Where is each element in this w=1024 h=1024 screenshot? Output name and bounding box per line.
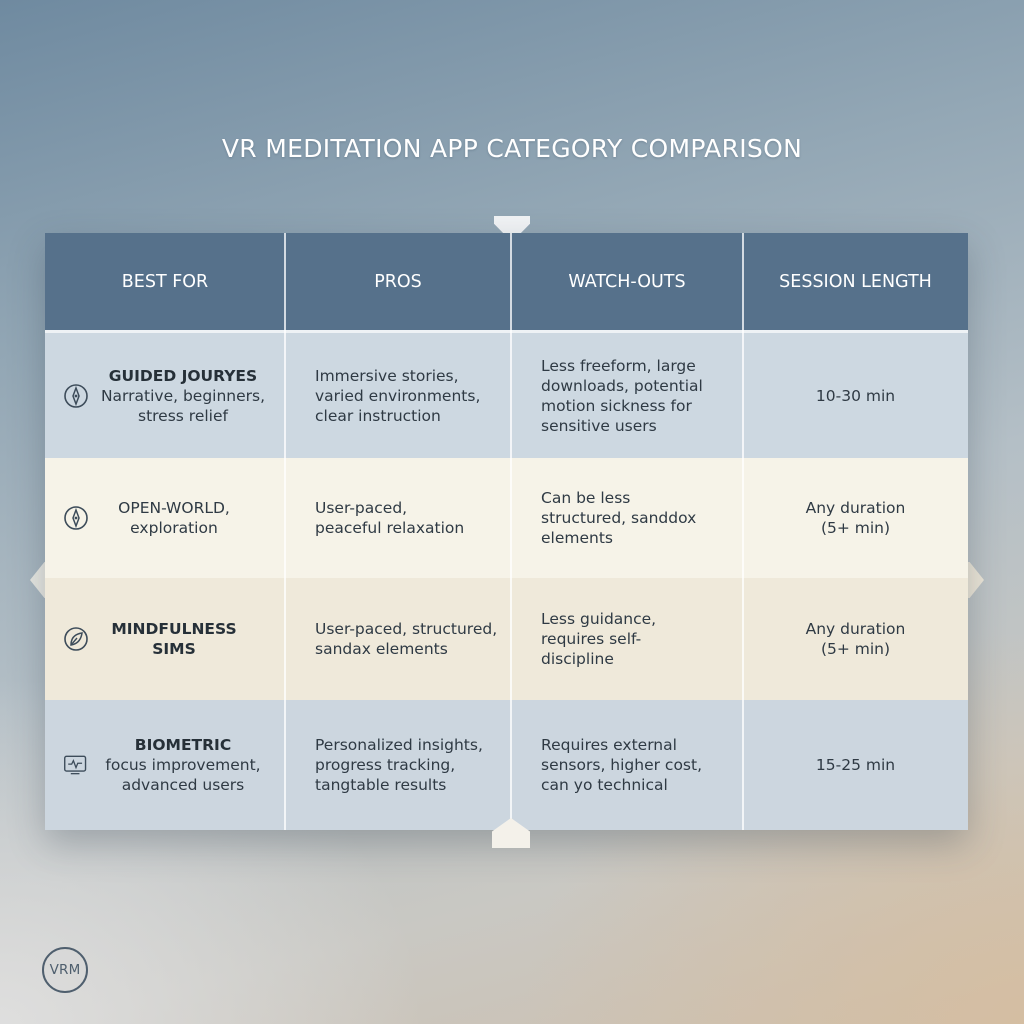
- leaf-icon: [63, 626, 89, 652]
- best-for-desc: focus improvement, advanced users: [105, 756, 261, 794]
- best-for-cell: [45, 700, 285, 830]
- table-row: [45, 700, 968, 830]
- session-length-cell: Any duration (5+ min): [805, 620, 906, 658]
- best-for-cell: [45, 578, 285, 700]
- table-row: [45, 578, 968, 700]
- column-divider: [284, 233, 286, 830]
- best-for-title: GUIDED JOURYES: [108, 366, 258, 385]
- header-pros: PROS: [374, 271, 422, 292]
- session-length-cell: 15-25 min: [815, 756, 896, 774]
- column-divider: [742, 233, 744, 830]
- compass-icon: [63, 505, 89, 531]
- pros-cell: User-paced, structured, sandax elements: [315, 620, 498, 658]
- watch-outs-cell: Less guidance, requires self-discipline: [541, 610, 657, 668]
- header-best-for: BEST FOR: [121, 271, 209, 292]
- logo-text: VRM: [49, 962, 81, 978]
- best-for-desc: Narrative, beginners, stress relief: [100, 386, 266, 425]
- heart-monitor-icon: [63, 752, 89, 778]
- header-session-length: SESSION LENGTH: [779, 271, 932, 292]
- header-watch-outs: WATCH-OUTS: [568, 271, 686, 292]
- table-header: [45, 233, 968, 333]
- best-for-cell: [45, 333, 285, 458]
- pros-cell: Personalized insights, progress tracking, tangtable results: [315, 736, 483, 794]
- column-divider: [510, 233, 512, 830]
- pros-cell: Immersive stories, varied environments, clear instruction: [315, 366, 481, 425]
- best-for-title: MINDFULNESS SIMS: [111, 620, 237, 658]
- vrm-logo: [42, 947, 88, 993]
- table-row: [45, 458, 968, 578]
- page-title: VR MEDITATION APP CATEGORY COMPARISON: [221, 134, 803, 163]
- session-length-cell: Any duration (5+ min): [805, 499, 906, 537]
- watch-outs-cell: Can be less structured, sanddox elements: [541, 489, 697, 547]
- watch-outs-cell: Less freeform, large downloads, potential motion sickness for sensitive users: [541, 356, 703, 435]
- watch-outs-cell: Requires external sensors, higher cost, can yo technical: [541, 736, 703, 794]
- pros-cell: User-paced, peaceful relaxation: [315, 499, 465, 537]
- best-for-title: BIOMETRIC: [134, 736, 232, 754]
- session-length-cell: 10-30 min: [815, 386, 896, 405]
- compass-icon: [63, 383, 89, 409]
- best-for-desc: OPEN-WORLD, exploration: [118, 499, 230, 537]
- table-row: [45, 333, 968, 458]
- comparison-table: [45, 233, 968, 830]
- best-for-cell: [45, 458, 285, 578]
